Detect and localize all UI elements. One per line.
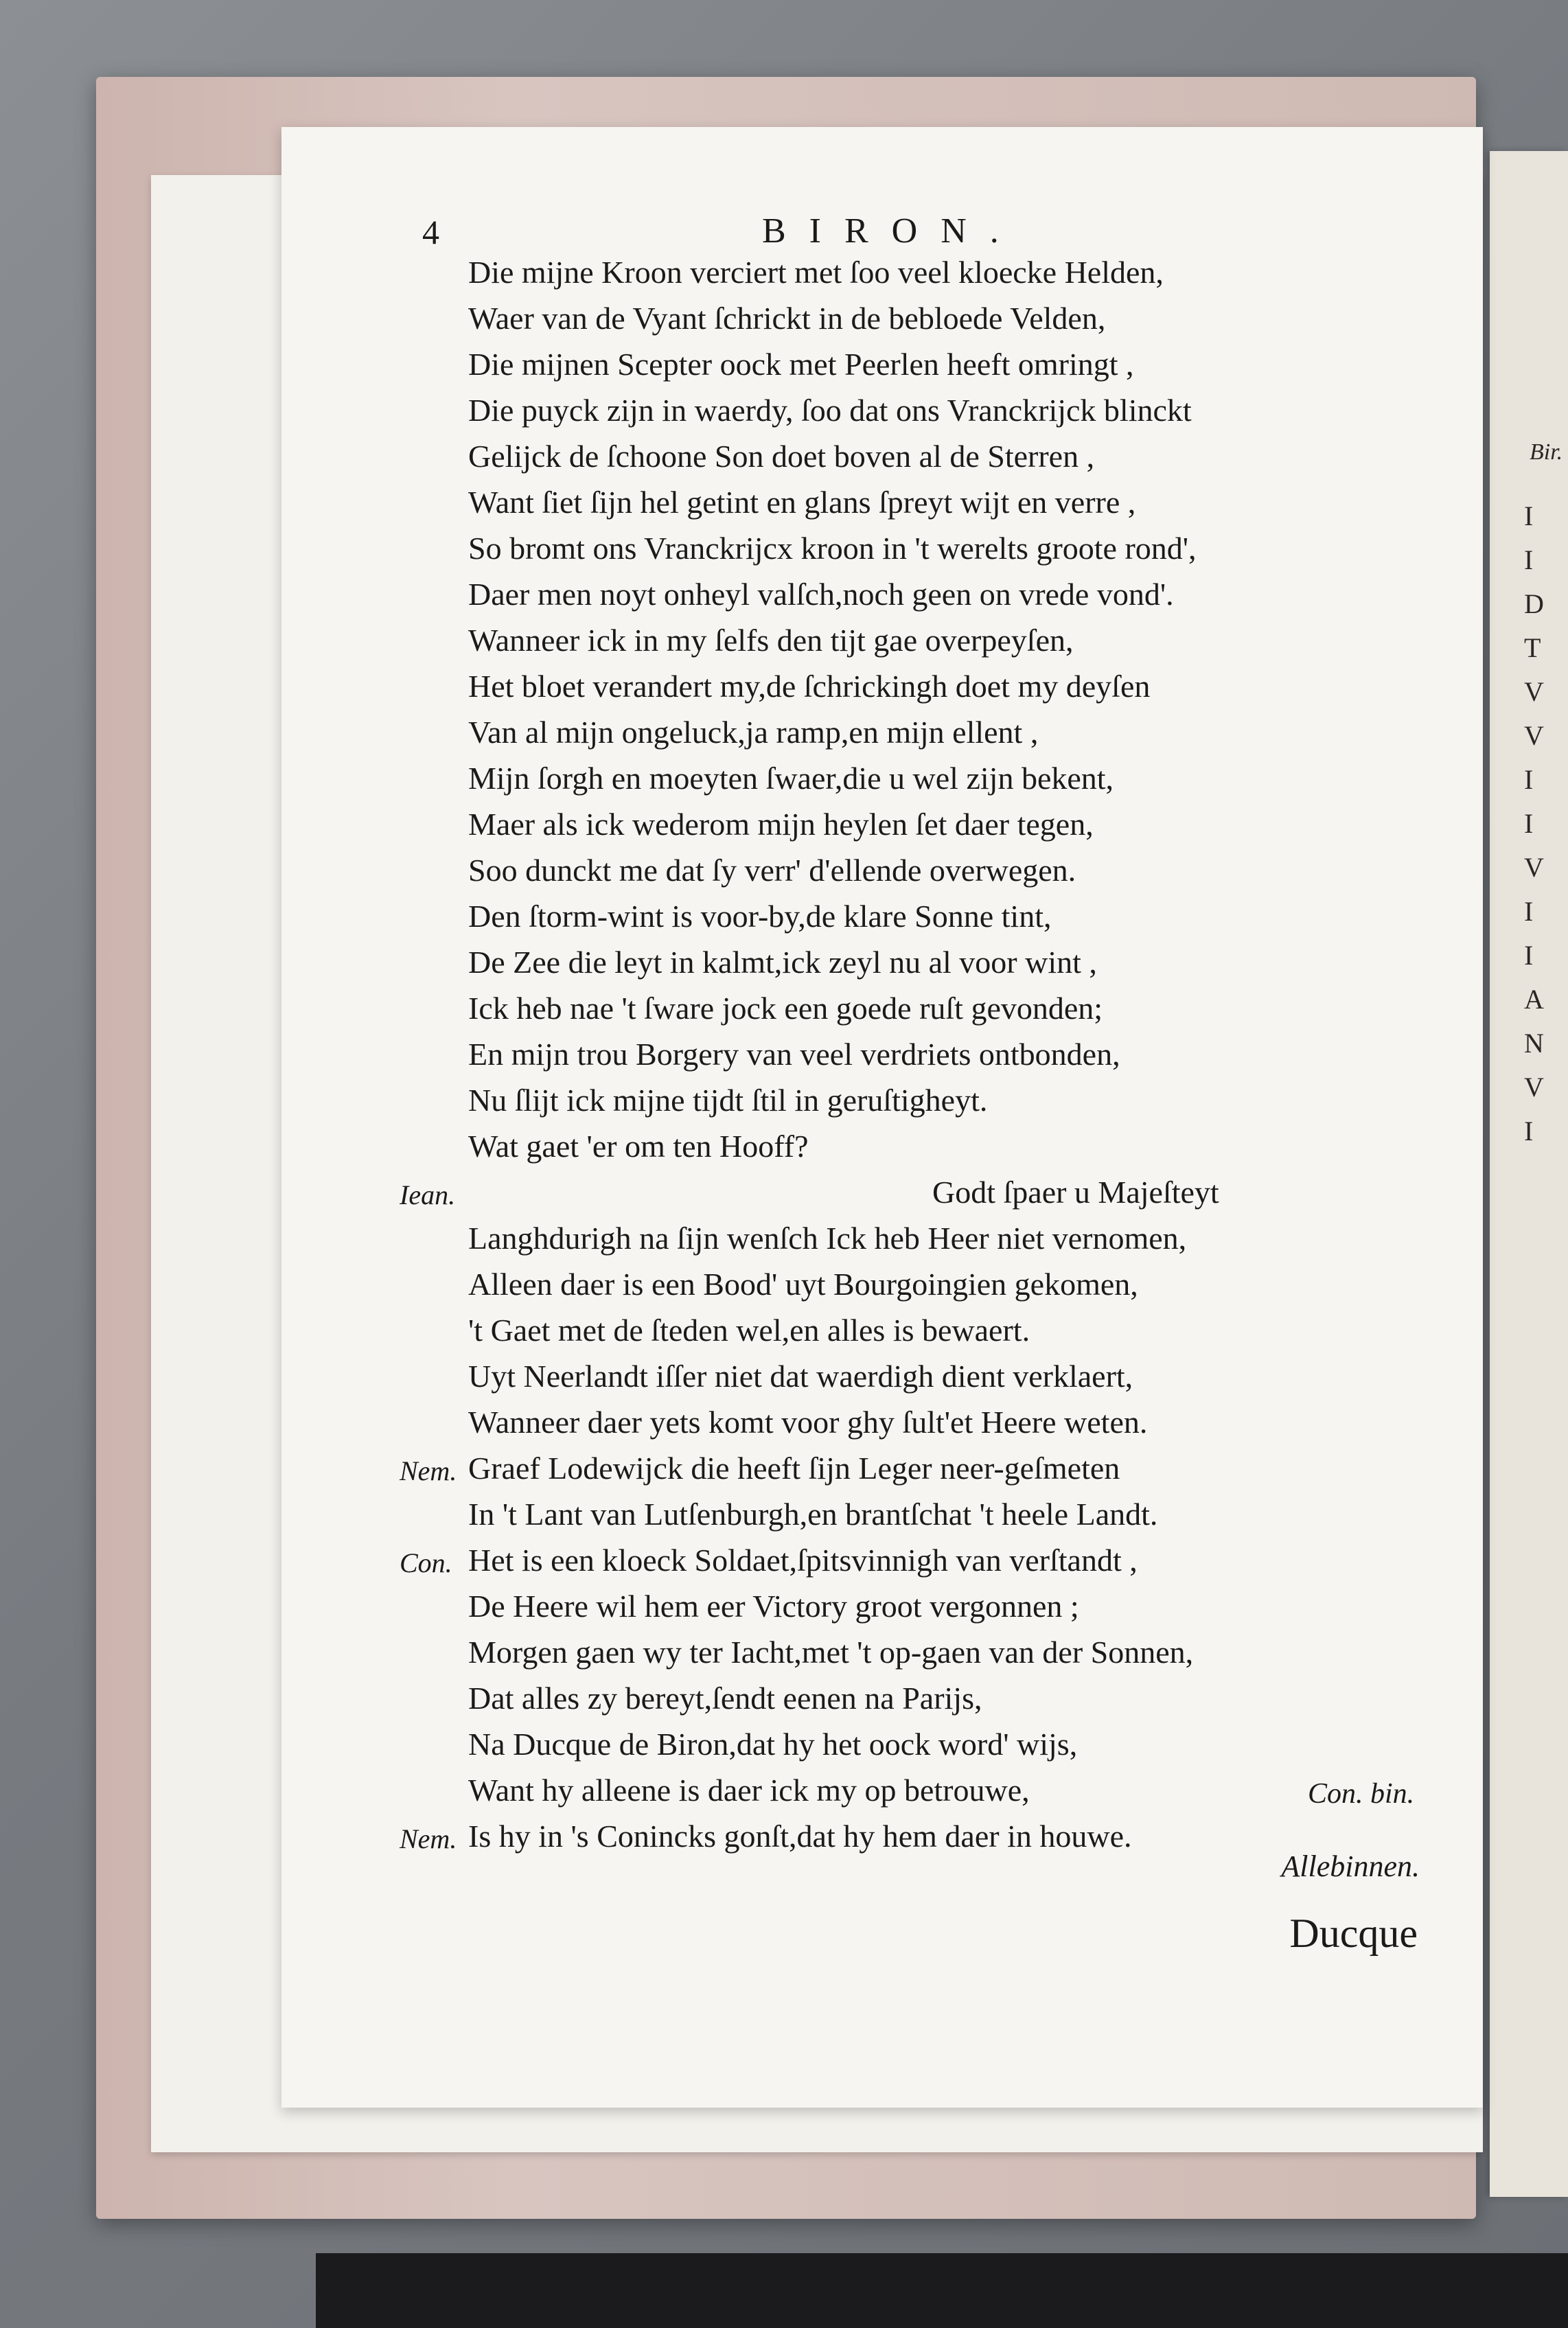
verse-line <box>281 571 1483 617</box>
verse-text: Na Ducque de Biron,dat hy het oock word' wijs, <box>468 1727 1078 1762</box>
verse-text: Den ſtorm-wint is voor-by,de klare Sonne tint, <box>468 899 1052 934</box>
verse-line <box>281 1767 1483 1813</box>
bottom-dark-strip <box>316 2253 1568 2328</box>
verse-text: In 't Lant van Lutſenburgh,en brantſchat 't heele Landt. <box>468 1497 1158 1532</box>
verse-text: Mijn ſorgh en moeyten ſwaer,die u wel zijn bekent, <box>468 761 1114 796</box>
verse-text: Het is een kloeck Soldaet,ſpitsvinnigh van verſtandt , <box>468 1543 1138 1578</box>
verse-text: Alleen daer is een Bood' uyt Bourgoingien gekomen, <box>468 1267 1138 1302</box>
verse-block <box>281 249 1483 1859</box>
verse-text: Wanneer daer yets komt voor ghy ſult'et Heere weten. <box>468 1405 1148 1440</box>
verse-text: Is hy in 's Conincks gonſt,dat hy hem daer in houwe. <box>468 1819 1132 1854</box>
verse-line <box>281 341 1483 387</box>
stage-direction: Allebinnen. <box>1281 1849 1420 1883</box>
facing-page-letter: A <box>1524 984 1544 1015</box>
verse-line <box>281 847 1483 893</box>
facing-page-letter: I <box>1524 544 1534 575</box>
verse-line <box>281 1307 1483 1353</box>
catchword: Ducque <box>1289 1911 1418 1956</box>
verse-line <box>281 1031 1483 1077</box>
verse-text: Van al mijn ongeluck,ja ramp,en mijn ellent , <box>468 715 1039 750</box>
facing-page-letter: I <box>1524 1116 1534 1146</box>
facing-page-letter: I <box>1524 808 1534 839</box>
facing-page-letters <box>1524 494 1565 1153</box>
verse-line <box>281 433 1483 479</box>
verse-text: De Heere wil hem eer Victory groot vergonnen ; <box>468 1589 1079 1624</box>
facing-page-letter: V <box>1524 676 1544 707</box>
verse-text: Wanneer ick in my ſelfs den tijt gae overpeyſen, <box>468 623 1074 658</box>
verse-text-continued: Godt ſpaer u Majeſteyt <box>932 1175 1219 1210</box>
verse-line <box>281 893 1483 939</box>
facing-page-letter: V <box>1524 1072 1544 1103</box>
verse-line <box>281 479 1483 525</box>
verse-text: Graef Lodewijck die heeft ſijn Leger neer-geſmeten <box>468 1451 1120 1486</box>
facing-page-letter: I <box>1524 500 1534 531</box>
verse-line <box>281 709 1483 755</box>
verse-text: Want ſiet ſijn hel getint en glans ſpreyt wijt en verre , <box>468 485 1136 520</box>
verse-line <box>281 295 1483 341</box>
verse-line <box>281 1721 1483 1767</box>
verse-text: 't Gaet met de ſteden wel,en alles is bewaert. <box>468 1313 1030 1348</box>
verse-text: Nu ſlijt ick mijne tijdt ſtil in geruſtigheyt. <box>468 1083 988 1118</box>
facing-page-letter: I <box>1524 896 1534 927</box>
verse-text: Morgen gaen wy ter Iacht,met 't op-gaen van der Sonnen, <box>468 1635 1194 1670</box>
verse-line <box>281 1353 1483 1399</box>
speaker-label: Nem. <box>400 1823 457 1854</box>
facing-page-letter: V <box>1524 852 1544 883</box>
verse-text: Want hy alleene is daer ick my op betrouwe, <box>468 1773 1030 1808</box>
verse-line <box>281 525 1483 571</box>
verse-line <box>281 1169 1483 1215</box>
verse-text: Langhdurigh na ſijn wenſch Ick heb Heer niet vernomen, <box>468 1221 1187 1256</box>
verse-text: En mijn trou Borgery van veel verdriets ontbonden, <box>468 1037 1120 1072</box>
speaker-label: Iean. <box>400 1179 456 1210</box>
verse-line <box>281 663 1483 709</box>
verse-line <box>281 1261 1483 1307</box>
verse-line <box>281 249 1483 295</box>
verse-line <box>281 939 1483 985</box>
verse-line <box>281 1215 1483 1261</box>
page-number: 4 <box>422 213 439 251</box>
verse-line <box>281 1399 1483 1445</box>
speaker-label: Con. <box>400 1547 452 1578</box>
verse-text: Ick heb nae 't ſware jock een goede ruſt gevonden; <box>468 991 1103 1026</box>
verse-text: Gelijck de ſchoone Son doet boven al de Sterren , <box>468 439 1095 474</box>
verse-text: Daer men noyt onheyl valſch,noch geen on vrede vond'. <box>468 577 1174 612</box>
printed-page <box>281 127 1483 2108</box>
verse-text: Het bloet verandert my,de ſchrickingh doet my deyſen <box>468 669 1151 704</box>
facing-page-letter: D <box>1524 588 1544 619</box>
verse-text: Waer van de Vyant ſchrickt in de bebloede Velden, <box>468 301 1106 336</box>
verse-line <box>281 801 1483 847</box>
facing-page-letter: I <box>1524 940 1534 971</box>
verse-line <box>281 1491 1483 1537</box>
facing-page-letter: I <box>1524 764 1534 795</box>
verse-text: Die mijnen Scepter oock met Peerlen heeft omringt , <box>468 347 1134 382</box>
verse-text: Maer als ick wederom mijn heylen ſet daer tegen, <box>468 807 1094 842</box>
verse-line <box>281 387 1483 433</box>
verse-line <box>281 617 1483 663</box>
verse-line <box>281 1123 1483 1169</box>
verse-text: Dat alles zy bereyt,ſendt eenen na Parijs, <box>468 1681 982 1716</box>
verse-line <box>281 985 1483 1031</box>
verse-text: Die mijne Kroon verciert met ſoo veel kloecke Helden, <box>468 255 1164 290</box>
verse-line <box>281 1675 1483 1721</box>
verse-line <box>281 1537 1483 1583</box>
verse-line <box>281 1583 1483 1629</box>
margin-stage-note: Con. bin. <box>1308 1778 1415 1810</box>
verse-line <box>281 1445 1483 1491</box>
verse-line <box>281 1629 1483 1675</box>
running-head: BIRON. <box>762 211 1022 251</box>
verse-line <box>281 1077 1483 1123</box>
facing-page-letter: T <box>1524 632 1541 663</box>
facing-page-letter: V <box>1524 720 1544 751</box>
verse-text: So bromt ons Vranckrijcx kroon in 't werelts groote rond', <box>468 531 1197 566</box>
verse-text: Soo dunckt me dat ſy verr' d'ellende overwegen. <box>468 853 1076 888</box>
verse-text: De Zee die leyt in kalmt,ick zeyl nu al voor wint , <box>468 945 1097 980</box>
verse-line <box>281 755 1483 801</box>
facing-page-label: Bir. <box>1530 439 1563 465</box>
facing-page-letter: N <box>1524 1028 1544 1059</box>
verse-text: Uyt Neerlandt iſſer niet dat waerdigh dient verklaert, <box>468 1359 1133 1394</box>
verse-text: Wat gaet 'er om ten Hooff? <box>468 1129 809 1164</box>
speaker-label: Nem. <box>400 1455 457 1486</box>
verse-text: Die puyck zijn in waerdy, ſoo dat ons Vranckrijck blinckt <box>468 393 1192 428</box>
